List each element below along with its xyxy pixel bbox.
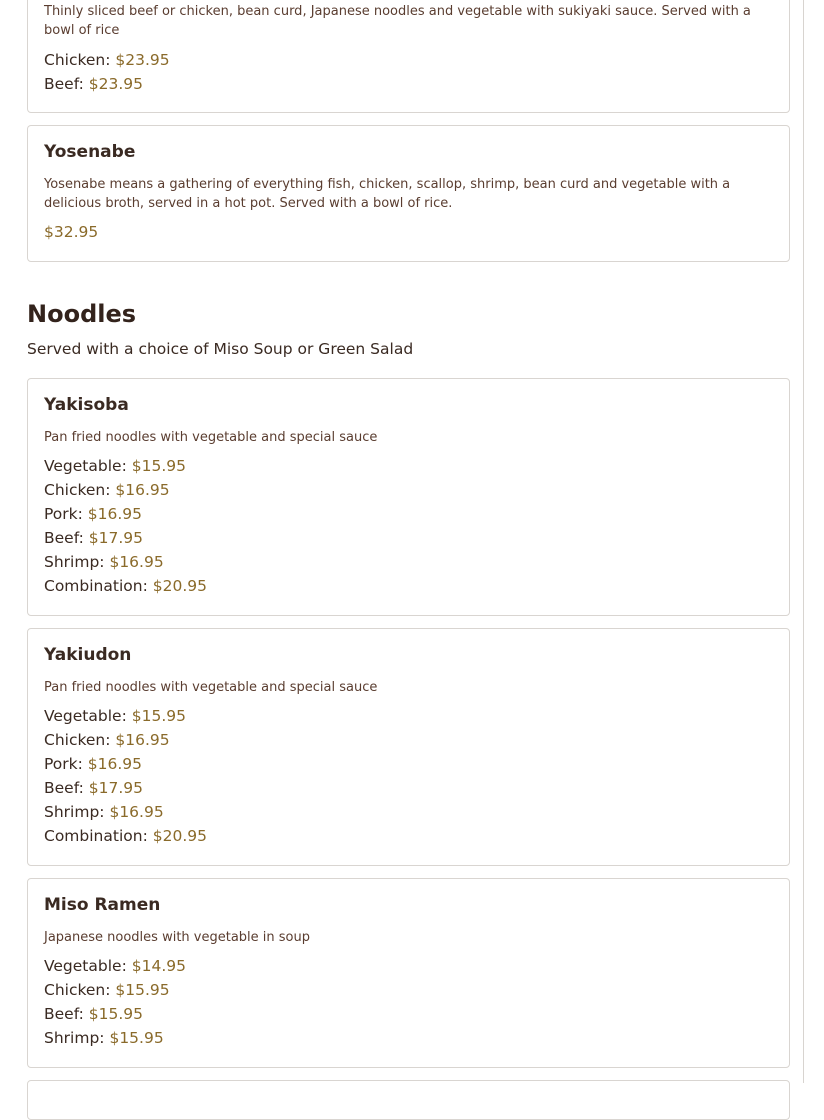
price-value: $15.95 (109, 1029, 164, 1047)
price-value: $16.95 (87, 755, 143, 773)
item-title: Miso Ramen (44, 895, 161, 915)
price-line (44, 75, 143, 93)
price-label: Chicken: (44, 981, 111, 999)
price-label: Combination: (44, 827, 148, 845)
price-line (44, 51, 170, 69)
item-description: Japanese noodles with vegetable in soup (44, 930, 310, 945)
price-line (44, 707, 186, 725)
price-value: $14.95 (131, 957, 186, 975)
item-description: Pan fried noodles with vegetable and special sauce (44, 680, 378, 695)
price-value: $16.95 (87, 505, 143, 523)
price-value: $15.95 (131, 707, 186, 725)
item-title: Yakiudon (44, 645, 132, 665)
price-label: Shrimp: (44, 803, 105, 821)
item-description: Yosenabe means a gathering of everything fish, chicken, scallop, shrimp, bean curd and vegetable with a delicious broth, served in a hot pot. Served with a bowl of rice. (44, 177, 731, 211)
price-value: $23.95 (115, 51, 170, 69)
price-label: Chicken: (44, 51, 111, 69)
item-description: Thinly sliced beef or chicken, bean curd, Japanese noodles and vegetable with sukiyaki sauce. Served with a bowl of rice (44, 4, 751, 38)
page-edge-divider (803, 0, 804, 1083)
price-line (44, 1005, 143, 1023)
price-label: Combination: (44, 577, 148, 595)
menu-item-card (27, 1080, 790, 1120)
price-value: $20.95 (152, 577, 207, 595)
price-value: $17.95 (88, 779, 144, 797)
item-title: Yakisoba (44, 395, 129, 415)
price-label: Pork: (44, 505, 83, 523)
price-value: $16.95 (109, 553, 164, 571)
price-line (44, 553, 164, 571)
price-line (44, 505, 142, 523)
price-value: $32.95 (44, 223, 99, 241)
price-value: $15.95 (115, 981, 170, 999)
price-line (44, 981, 170, 999)
price-label: Beef: (44, 529, 84, 547)
section-subtitle: Served with a choice of Miso Soup or Green Salad (27, 340, 414, 358)
item-title: Yosenabe (44, 142, 136, 162)
price-label: Vegetable: (44, 707, 127, 725)
price-line (44, 457, 186, 475)
price-line (44, 223, 98, 241)
menu-item-card (27, 378, 790, 616)
price-value: $16.95 (115, 481, 170, 499)
price-value: $17.95 (88, 529, 144, 547)
price-value: $20.95 (152, 827, 207, 845)
price-label: Pork: (44, 755, 83, 773)
price-label: Beef: (44, 75, 84, 93)
price-label: Chicken: (44, 731, 111, 749)
price-value: $16.95 (115, 731, 170, 749)
price-value: $23.95 (88, 75, 144, 93)
price-label: Vegetable: (44, 457, 127, 475)
price-line (44, 827, 207, 845)
price-label: Vegetable: (44, 957, 127, 975)
price-label: Chicken: (44, 481, 111, 499)
price-label: Beef: (44, 1005, 84, 1023)
menu-item-card (27, 628, 790, 866)
price-line (44, 481, 170, 499)
section-title: Noodles (27, 300, 137, 328)
menu-item-card (27, 878, 790, 1068)
price-line (44, 957, 186, 975)
price-line (44, 755, 142, 773)
item-description: Pan fried noodles with vegetable and special sauce (44, 430, 378, 445)
price-label: Shrimp: (44, 1029, 105, 1047)
price-line (44, 1029, 164, 1047)
price-label: Beef: (44, 779, 84, 797)
price-line (44, 803, 164, 821)
menu-item-card (27, 125, 790, 262)
price-label: Shrimp: (44, 553, 105, 571)
price-value: $16.95 (109, 803, 164, 821)
menu-item-card (27, 0, 790, 113)
price-line (44, 731, 170, 749)
price-line (44, 779, 143, 797)
price-line (44, 577, 207, 595)
price-line (44, 529, 143, 547)
price-value: $15.95 (88, 1005, 144, 1023)
price-value: $15.95 (131, 457, 186, 475)
